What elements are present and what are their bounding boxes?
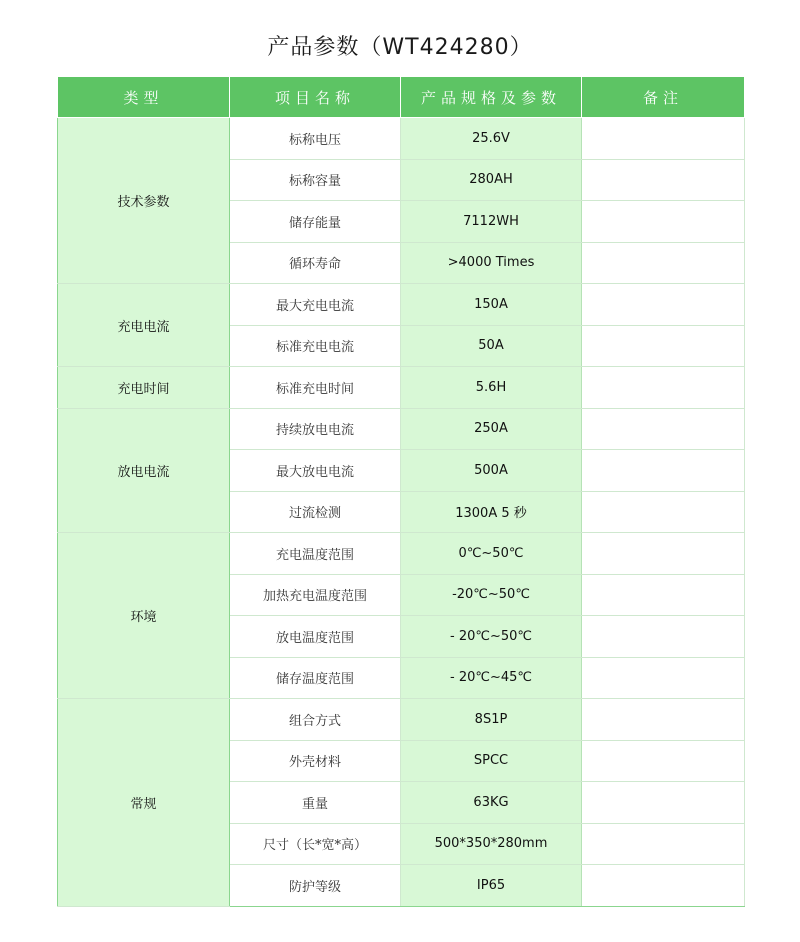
note-cell	[582, 616, 745, 658]
table-row	[58, 533, 745, 575]
spec-value-cell: 7112WH	[401, 201, 582, 243]
item-name-cell: 充电温度范围	[230, 533, 401, 575]
note-cell	[582, 699, 745, 741]
spec-value-cell: 8S1P	[401, 699, 582, 741]
note-cell	[582, 159, 745, 201]
category-cell: 充电时间	[58, 367, 230, 409]
note-cell	[582, 284, 745, 326]
spec-value-cell: 0℃~50℃	[401, 533, 582, 575]
spec-value-cell: 63KG	[401, 782, 582, 824]
note-cell	[582, 657, 745, 699]
item-name-cell: 储存能量	[230, 201, 401, 243]
item-name-cell: 最大充电电流	[230, 284, 401, 326]
spec-table-body	[58, 118, 745, 907]
item-name-cell: 持续放电电流	[230, 408, 401, 450]
spec-value-cell: 500*350*280mm	[401, 823, 582, 865]
category-cell: 充电电流	[58, 284, 230, 367]
item-name-cell: 放电温度范围	[230, 616, 401, 658]
note-cell	[582, 491, 745, 533]
item-name-cell: 防护等级	[230, 865, 401, 907]
note-cell	[582, 533, 745, 575]
category-cell: 技术参数	[58, 118, 230, 284]
category-cell: 常规	[58, 699, 230, 907]
item-name-cell: 储存温度范围	[230, 657, 401, 699]
note-cell	[582, 782, 745, 824]
category-cell: 放电电流	[58, 408, 230, 533]
page-title: 产品参数（WT424280）	[267, 35, 533, 60]
spec-value-cell: - 20℃~50℃	[401, 616, 582, 658]
item-name-cell: 标称容量	[230, 159, 401, 201]
table-header-row	[58, 77, 745, 118]
item-name-cell: 标称电压	[230, 118, 401, 160]
note-cell	[582, 325, 745, 367]
spec-value-cell: 25.6V	[401, 118, 582, 160]
note-cell	[582, 408, 745, 450]
spec-value-cell: - 20℃~45℃	[401, 657, 582, 699]
note-cell	[582, 574, 745, 616]
header-note: 备注	[582, 77, 745, 118]
spec-value-cell: -20℃~50℃	[401, 574, 582, 616]
spec-value-cell: 150A	[401, 284, 582, 326]
note-cell	[582, 823, 745, 865]
item-name-cell: 外壳材料	[230, 740, 401, 782]
note-cell	[582, 201, 745, 243]
spec-value-cell: >4000 Times	[401, 242, 582, 284]
note-cell	[582, 450, 745, 492]
item-name-cell: 加热充电温度范围	[230, 574, 401, 616]
item-name-cell: 重量	[230, 782, 401, 824]
note-cell	[582, 865, 745, 907]
spec-value-cell: 250A	[401, 408, 582, 450]
table-row	[58, 284, 745, 326]
header-spec: 产品规格及参数	[401, 77, 582, 118]
note-cell	[582, 118, 745, 160]
spec-value-cell: 50A	[401, 325, 582, 367]
item-name-cell: 标准充电时间	[230, 367, 401, 409]
item-name-cell: 过流检测	[230, 491, 401, 533]
note-cell	[582, 740, 745, 782]
header-type: 类型	[58, 77, 230, 118]
item-name-cell: 尺寸（长*宽*高）	[230, 823, 401, 865]
item-name-cell: 标准充电电流	[230, 325, 401, 367]
spec-value-cell: 280AH	[401, 159, 582, 201]
header-item-name: 项目名称	[230, 77, 401, 118]
item-name-cell: 循环寿命	[230, 242, 401, 284]
spec-value-cell: 5.6H	[401, 367, 582, 409]
spec-table	[57, 77, 745, 907]
table-row	[58, 367, 745, 409]
spec-value-cell: SPCC	[401, 740, 582, 782]
spec-value-cell: IP65	[401, 865, 582, 907]
table-row	[58, 408, 745, 450]
table-row	[58, 118, 745, 160]
note-cell	[582, 367, 745, 409]
note-cell	[582, 242, 745, 284]
item-name-cell: 组合方式	[230, 699, 401, 741]
category-cell: 环境	[58, 533, 230, 699]
spec-value-cell: 500A	[401, 450, 582, 492]
spec-value-cell: 1300A 5 秒	[401, 491, 582, 533]
table-row	[58, 699, 745, 741]
item-name-cell: 最大放电电流	[230, 450, 401, 492]
